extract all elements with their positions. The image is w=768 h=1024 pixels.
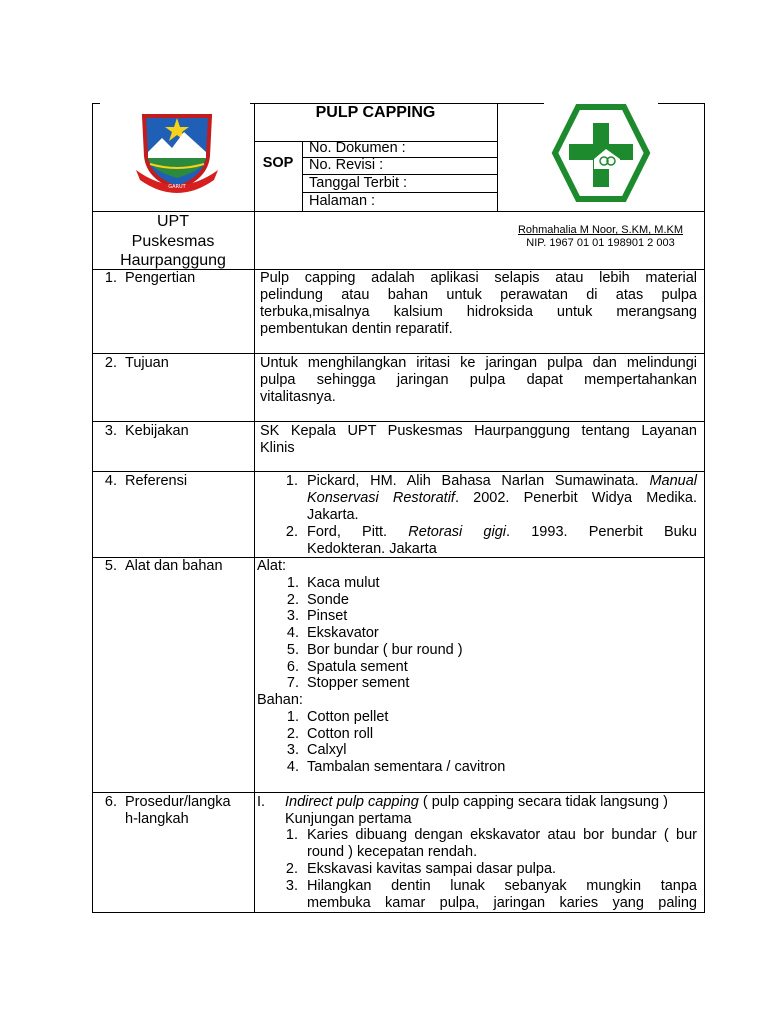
ref-1-publisher: . 2002. Penerbit Widya Medika. xyxy=(454,490,697,506)
ref-2-title: Retorasi gigi xyxy=(408,524,507,540)
section-5-label: Alat dan bahan xyxy=(125,558,223,574)
list-item: 1. Kaca mulut xyxy=(286,575,380,591)
text-line: Jakarta. xyxy=(307,507,359,523)
sop-label: SOP xyxy=(262,155,294,171)
ref-2-publisher: . 1993. Penerbit Buku xyxy=(506,524,697,540)
ref-1-title: Konservasi Restoratif xyxy=(307,490,455,506)
section-4-label: Referensi xyxy=(125,473,188,489)
ref-2-number: 2. xyxy=(285,524,298,540)
section-2-text xyxy=(260,355,697,406)
text-line xyxy=(307,490,697,507)
text-line: pulpa sehingga jaringan pulpa dapat mempertahankan xyxy=(260,372,697,388)
section-4-number: 4. xyxy=(104,473,117,489)
table-bottom-line xyxy=(92,912,705,913)
list-item: 2. Sonde xyxy=(286,591,349,608)
text-line: membuka kamar pulpa, jaringan karies yang paling xyxy=(307,895,697,911)
text-line: pelindung atau bahan untuk perawatan di atas pulpa xyxy=(260,287,697,303)
docfield-norevisi: No. Revisi : xyxy=(309,157,384,173)
text-line xyxy=(307,524,697,541)
bahan-heading: Bahan: xyxy=(257,692,303,708)
procedure-heading xyxy=(285,794,668,811)
text-line: Pulp capping adalah aplikasi selapis atau lebih material xyxy=(260,270,697,286)
text-line: Untuk menghilangkan iritasi ke jaringan pulpa dan melindungi xyxy=(260,355,697,371)
list-item: 4. Ekskavator xyxy=(286,625,379,642)
row-line-3 xyxy=(92,421,705,422)
list-item: 3. Pinset xyxy=(286,608,348,625)
alat-list xyxy=(279,575,463,692)
org-line-3: Haurpanggung xyxy=(120,252,226,269)
list-item: 3. Calxyl xyxy=(286,742,347,759)
top-border-right xyxy=(658,103,705,104)
section-2-number: 2. xyxy=(104,355,117,371)
procedure-subheading: Kunjungan pertama xyxy=(285,811,412,827)
section-1-label: Pengertian xyxy=(125,270,196,286)
text-line: Karies dibuang dengan ekskavator atau bor bundar ( bur xyxy=(307,827,697,843)
garut-emblem-logo xyxy=(132,108,222,198)
reference-2 xyxy=(307,524,697,558)
alat-heading: Alat: xyxy=(257,558,287,574)
sop-divider xyxy=(302,141,303,211)
list-item: 4. Tambalan sementara / cavitron xyxy=(286,759,506,776)
procedure-heading-rest: ( pulp capping secara tidak langsung ) xyxy=(418,794,668,810)
section-3-text xyxy=(260,423,697,457)
text-line: terbuka,misalnya kalsium hidroksida untuk merangsang xyxy=(260,304,697,320)
org-line-2: Puskesmas xyxy=(131,232,215,250)
row-line-6 xyxy=(92,792,705,793)
text-line: Kedokteran. Jakarta xyxy=(307,541,437,557)
row-line-4 xyxy=(92,471,705,472)
procedure-heading-italic: Indirect pulp capping xyxy=(285,794,419,810)
ref-1-author: Pickard, HM. Alih Bahasa Narlan Sumawinata. xyxy=(307,473,639,489)
section-2-label: Tujuan xyxy=(125,355,169,371)
step-1-text xyxy=(307,827,697,861)
svg-text:GARUT: GARUT xyxy=(168,184,186,190)
step-3-number: 3. xyxy=(285,878,298,894)
step-2-number: 2. xyxy=(285,861,298,877)
section-1-number: 1. xyxy=(104,270,117,286)
list-item: 7. Stopper sement xyxy=(286,675,410,692)
text-line: SK Kepala UPT Puskesmas Haurpanggung tentang Layanan xyxy=(260,423,697,439)
section-3-label: Kebijakan xyxy=(125,423,189,439)
section-6-number: 6. xyxy=(104,794,117,810)
list-item: 1. Cotton pellet xyxy=(286,709,389,725)
bahan-list xyxy=(279,709,505,776)
text-line: vitalitasnya. xyxy=(260,389,336,405)
header-divider-col2 xyxy=(497,103,498,211)
step-1-number: 1. xyxy=(285,827,298,843)
page-title: PULP CAPPING xyxy=(315,104,436,121)
ref-2-author: Ford, Pitt. xyxy=(307,524,388,540)
row-line-2 xyxy=(92,353,705,354)
section-6-label-line-2: h-langkah xyxy=(125,811,189,827)
ref-1-number: 1. xyxy=(285,473,298,489)
docfield-nodokumen: No. Dokumen : xyxy=(309,140,406,156)
list-item: 5. Bor bundar ( bur round ) xyxy=(286,641,463,658)
section-3-number: 3. xyxy=(104,423,117,439)
text-line: Hilangkan dentin lunak sebanyak mungkin tanpa xyxy=(307,878,697,894)
step-3-text xyxy=(307,878,697,912)
ref-1-title-part: Manual xyxy=(649,473,697,489)
procedure-roman-numeral: I. xyxy=(257,794,266,810)
section-6-label-line-1: Prosedur/langka xyxy=(125,794,231,810)
text-line: round ) kecepatan rendah. xyxy=(307,844,478,860)
signer-name: Rohmahalia M Noor, S.KM, M.KM xyxy=(517,224,684,236)
step-2-text: Ekskavasi kavitas sampai dasar pulpa. xyxy=(307,861,557,877)
signer-nip: NIP. 1967 01 01 198901 2 003 xyxy=(526,237,675,249)
list-item: 6. Spatula sement xyxy=(286,658,408,675)
top-border-stub xyxy=(92,103,100,104)
text-line: Klinis xyxy=(260,440,295,456)
text-line xyxy=(307,473,697,490)
section-1-text xyxy=(260,270,697,338)
reference-1 xyxy=(307,473,697,524)
text-line: pembentukan dentin reparatif. xyxy=(260,321,453,337)
section-5-number: 5. xyxy=(104,558,117,574)
list-item: 2. Cotton roll xyxy=(286,725,374,742)
puskesmas-cross-logo xyxy=(544,103,658,203)
org-name xyxy=(92,212,254,271)
docfield-tanggal: Tanggal Terbit : xyxy=(309,175,408,191)
org-line-1: UPT xyxy=(157,213,189,230)
docfield-halaman: Halaman : xyxy=(309,193,376,209)
